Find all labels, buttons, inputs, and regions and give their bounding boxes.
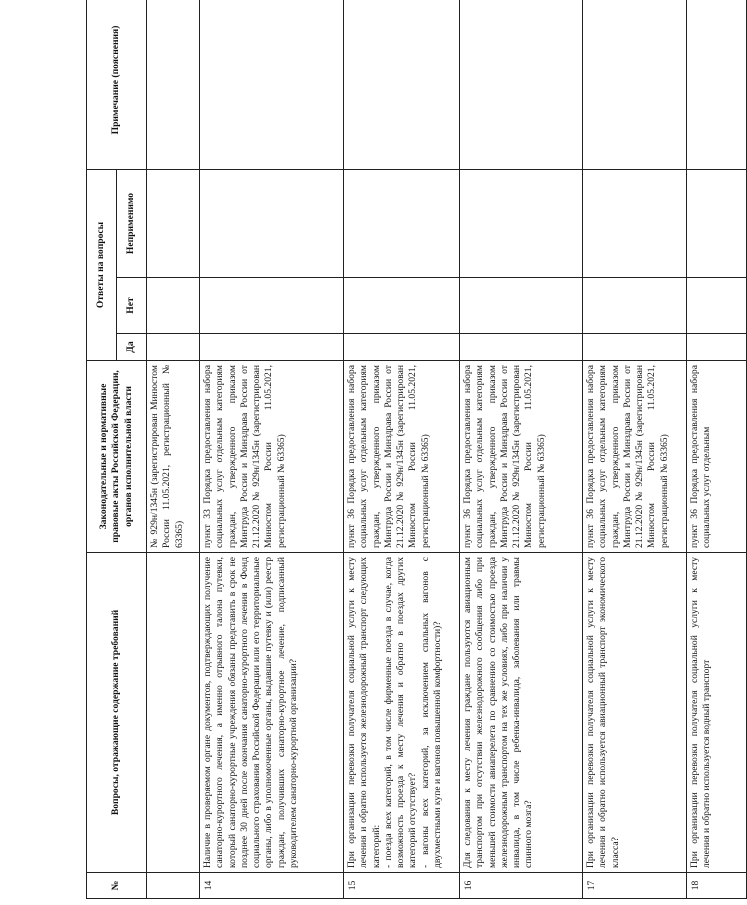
- answer-yes-cell[interactable]: [200, 334, 344, 361]
- table-row: [687, 0, 747, 899]
- note-cell[interactable]: [344, 0, 460, 169]
- answer-yes-cell[interactable]: [583, 334, 687, 361]
- table-row: [200, 0, 344, 899]
- answer-no-cell[interactable]: [583, 278, 687, 334]
- note-cell[interactable]: [200, 0, 344, 169]
- answer-no-cell[interactable]: [460, 278, 583, 334]
- note-cell[interactable]: [147, 0, 200, 169]
- answer-na-cell[interactable]: [583, 169, 687, 277]
- row-num: 17: [583, 873, 687, 899]
- col-num-header: №: [87, 873, 147, 899]
- answer-no-cell[interactable]: [200, 278, 344, 334]
- col-na-header: Неприменимо: [117, 169, 147, 277]
- answer-na-cell[interactable]: [344, 169, 460, 277]
- row-num: 18: [687, 873, 747, 899]
- header-row-top: [87, 0, 117, 899]
- row-law: пункт 33 Порядка предоставления набора социальных услуг отдельным категориям граждан, утвержденного приказом Минтруда России и Минздрава России от 21.12.2020 № 929н/1345н (зарегистрирован Минюстом России 11.05.2021, регистрационный № 63365): [200, 361, 344, 553]
- row-law: № 929н/1345н (зарегистрирован Минюстом России 11.05.2021, регистрационный № 63365): [147, 361, 200, 553]
- row-question: Для следования к месту лечения граждане пользуются авиационным транспортом при отсутствии железнодорожного сообщения либо при меньшей стоимости авиаперелета по сравнению со стоимостью проезда железнодорожным транспортом на тех же условиях, либо при наличии у инвалида, в том числе ребенка-инвалида, заболевания или травмы спинного мозга?: [460, 553, 583, 873]
- row-num: 14: [200, 873, 344, 899]
- table-row: [147, 0, 200, 899]
- table-row: [460, 0, 583, 899]
- answer-yes-cell[interactable]: [687, 334, 747, 361]
- answer-no-cell[interactable]: [687, 278, 747, 334]
- note-cell[interactable]: [687, 0, 747, 169]
- col-no-header: Нет: [117, 278, 147, 334]
- row-question: Наличие в проверяемом органе документов, подтверждающих получение санаторно-курортного лечения, а именно отрывного талона путевки, который санаторно-курортные учреждения обязаны представить в срок не позднее 30 дней после окончания санаторно-курортного лечения в Фонд социального страхования Российской Федерации или его территориальные органы, либо в уполномоченные органы, выдавшие путевку и (или) реестр граждан, получивших санаторно-курортное лечение, подписанный руководителем санаторно-курортной организации?: [200, 553, 344, 873]
- row-question: При организации перевозки получателя социальной услуги к месту лечения и обратно используется водный транспорт: [687, 553, 747, 873]
- answer-no-cell[interactable]: [147, 278, 200, 334]
- row-law: пункт 36 Порядка предоставления набора социальных услуг отдельным категориям граждан, утвержденного приказом Минтруда России и Минздрава России от 21.12.2020 № 929н/1345н (зарегистрирован Минюстом России 11.05.2021, регистрационный № 63365): [460, 361, 583, 553]
- row-law: пункт 36 Порядка предоставления набора социальных услуг отдельным: [687, 361, 747, 553]
- row-num: [147, 873, 200, 899]
- col-laws-header: Законодательные и нормативные правовые акты Российской Федерации, органов исполнительной власти: [87, 361, 147, 553]
- table-row: [583, 0, 687, 899]
- answer-na-cell[interactable]: [687, 169, 747, 277]
- answer-na-cell[interactable]: [460, 169, 583, 277]
- col-answers-header: Ответы на вопросы: [87, 169, 117, 360]
- row-law: пункт 36 Порядка предоставления набора социальных услуг отдельным категориям граждан, утвержденного приказом Минтруда России и Минздрава России от 21.12.2020 № 929н/1345н (зарегистрирован Минюстом России 11.05.2021, регистрационный № 63365): [583, 361, 687, 553]
- row-question: При организации перевозки получателя социальной услуги к месту лечения и обратно используется авиационный транспорт экономического класса?: [583, 553, 687, 873]
- row-num: 15: [344, 873, 460, 899]
- answer-yes-cell[interactable]: [460, 334, 583, 361]
- row-question: При организации перевозки получателя социальной услуги к месту лечения и обратно используется железнодорожный транспорт следующих категорий: - поезда всех категорий, в том числе фирменные поезда в случае, когда возможность проезда к месту лечения и обратно в поездах других категорий отсутствует? - вагоны всех категорий, за исключением спальных вагонов с двухместными купе и вагонов повышенной комфортности)?: [344, 553, 460, 873]
- answer-yes-cell[interactable]: [147, 334, 200, 361]
- col-questions-header: Вопросы, отражающие содержание требований: [87, 553, 147, 873]
- answer-na-cell[interactable]: [200, 169, 344, 277]
- answer-yes-cell[interactable]: [344, 334, 460, 361]
- col-note-header: Примечание (пояснения): [87, 0, 147, 169]
- answer-no-cell[interactable]: [344, 278, 460, 334]
- row-law: пункт 36 Порядка предоставления набора социальных услуг отдельным категориям граждан, утвержденного приказом Минтруда России и Минздрава России от 21.12.2020 № 929н/1345н (зарегистрирован Минюстом России 11.05.2021, регистрационный № 63365): [344, 361, 460, 553]
- col-yes-header: Да: [117, 334, 147, 361]
- note-cell[interactable]: [583, 0, 687, 169]
- row-question: [147, 553, 200, 873]
- table-row: [344, 0, 460, 899]
- row-num: 16: [460, 873, 583, 899]
- requirements-table: [86, 0, 747, 899]
- note-cell[interactable]: [460, 0, 583, 169]
- answer-na-cell[interactable]: [147, 169, 200, 277]
